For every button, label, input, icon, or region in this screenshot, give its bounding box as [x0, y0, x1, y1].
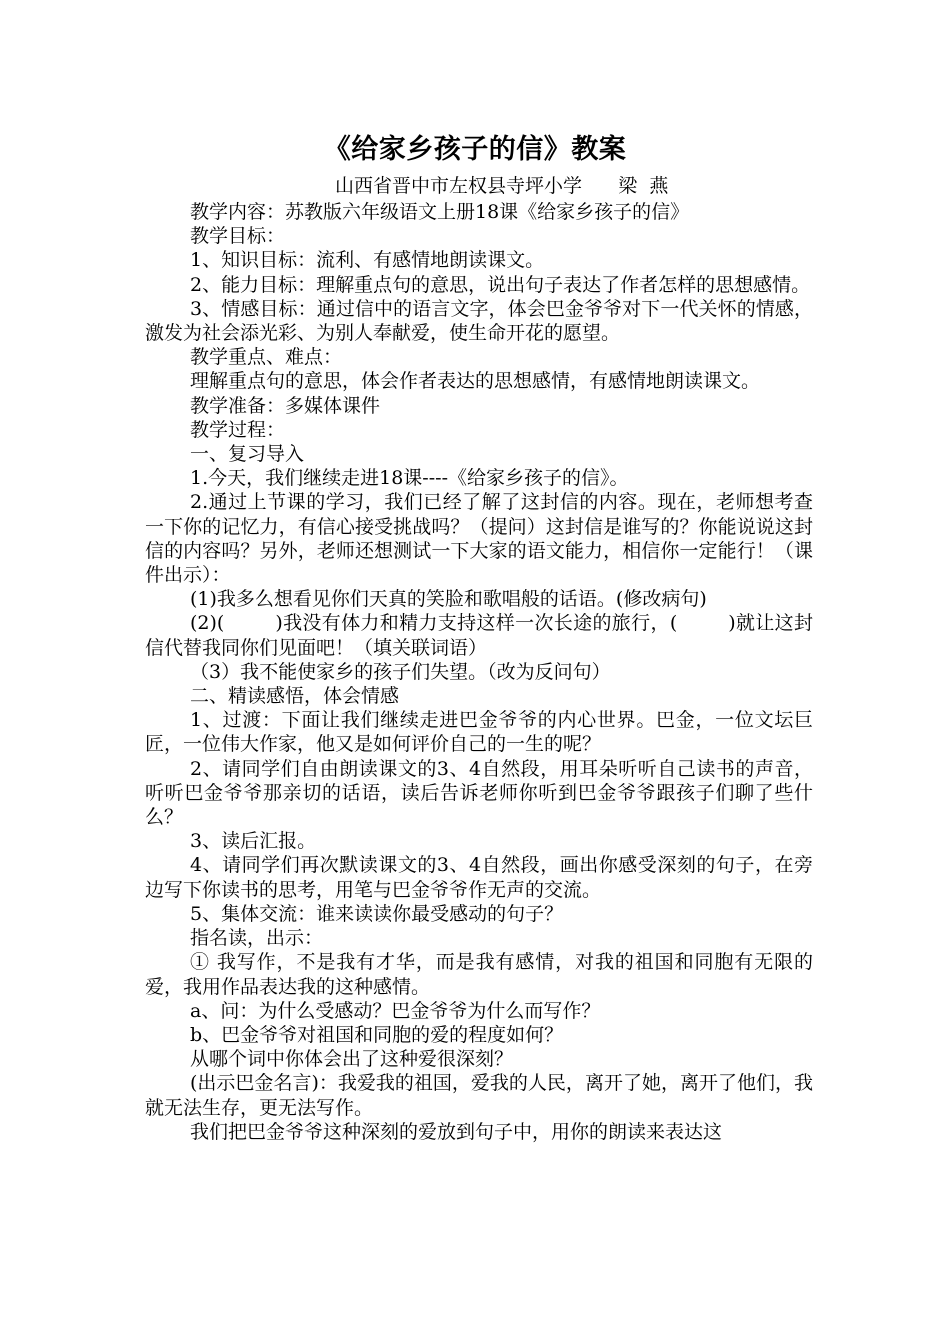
paragraph: 2、请同学们自由朗读课文的3、4自然段，用耳朵听听自己读书的声音，听听巴金爷爷那亲切的话语，读后告诉老师你听到巴金爷爷跟孩子们聊了些什么？	[145, 757, 813, 829]
paragraph: 我们把巴金爷爷这种深刻的爱放到句子中，用你的朗读来表达这	[190, 1120, 723, 1143]
paragraph: (1)我多么想看见你们天真的笑脸和歌唱般的话语。(修改病句)	[190, 588, 707, 611]
paragraph: ① 我写作，不是我有才华，而是我有感情，对我的祖国和同胞有无限的爱，我用作品表达我的这种感情。	[145, 951, 813, 998]
paragraph: (出示巴金名言)：我爱我的祖国，爱我的人民，离开了她，离开了他们，我就无法生存，更无法写作。	[145, 1072, 813, 1119]
paragraph: 2.通过上节课的学习，我们已经了解了这封信的内容。现在，老师想考查一下你的记忆力，有信心接受挑战吗？（提问）这封信是谁写的？你能说说这封信的内容吗？另外，老师还想测试一下大家的语文能力，相信你一定能行！（课件出示）：	[145, 491, 813, 587]
paragraph: 3、读后汇报。	[190, 830, 317, 853]
paragraph: 教学准备：多媒体课件	[190, 394, 381, 417]
paragraph: 教学重点、难点：	[190, 346, 343, 369]
paragraph: 1.今天，我们继续走进18课----《给家乡孩子的信》。	[190, 467, 629, 490]
document-title: 《给家乡孩子的信》教案	[323, 134, 627, 165]
author-line: 山西省晋中市左权县寺坪小学 梁 燕	[335, 175, 669, 197]
paragraph: 理解重点句的意思，体会作者表达的思想感情，有感情地朗读课文。	[190, 370, 761, 393]
paragraph: a、问：为什么受感动？巴金爷爷为什么而写作？	[190, 999, 601, 1022]
paragraph: 教学内容：苏教版六年级语文上册18课《给家乡孩子的信》	[190, 201, 690, 223]
paragraph: 4、请同学们再次默读课文的3、4自然段，画出你感受深刻的句子，在旁边写下你读书的思考，用笔与巴金爷爷作无声的交流。	[145, 854, 813, 901]
document-body	[145, 200, 813, 1144]
paragraph: 1、过渡：下面让我们继续走进巴金爷爷的内心世界。巴金，一位文坛巨匠，一位伟大作家，他又是如何评价自己的一生的呢？	[145, 709, 813, 756]
paragraph: (2)( )我没有体力和精力支持这样一次长途的旅行，( )就让这封信代替我同你们见面吧！（填关联词语）	[145, 612, 813, 659]
paragraph: 一、复习导入	[190, 443, 305, 466]
paragraph: 教学过程：	[190, 418, 286, 441]
paragraph: 2、能力目标：理解重点句的意思，说出句子表达了作者怎样的思想感情。	[190, 273, 811, 296]
paragraph: 5、集体交流：谁来读读你最受感动的句子？	[190, 902, 564, 925]
paragraph: 从哪个词中你体会出了这种爱很深刻？	[190, 1048, 514, 1071]
paragraph: b、巴金爷爷对祖国和同胞的爱的程度如何？	[190, 1023, 564, 1046]
paragraph: 二、精读感悟，体会情感	[190, 685, 400, 708]
paragraph: 3、情感目标：通过信中的语言文字，体会巴金爷爷对下一代关怀的情感，激发为社会添光彩、为别人奉献爱，使生命开花的愿望。	[145, 297, 813, 345]
paragraph: （3）我不能使家乡的孩子们失望。（改为反问句）	[190, 660, 611, 683]
paragraph: 1、知识目标：流利、有感情地朗读课文。	[190, 249, 545, 272]
paragraph: 指名读，出示：	[190, 927, 324, 950]
paragraph: 教学目标：	[190, 225, 286, 248]
